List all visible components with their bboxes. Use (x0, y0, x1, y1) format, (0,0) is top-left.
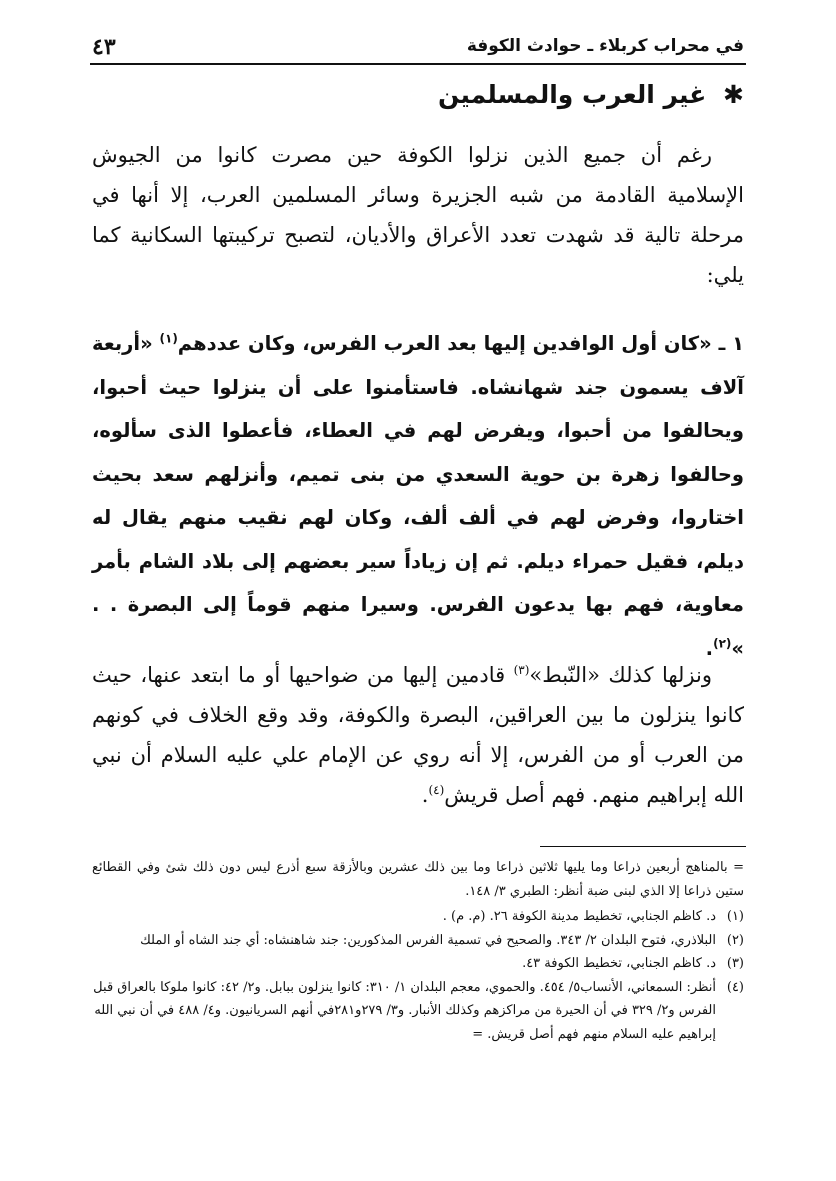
footnote-text: أنظر: السمعاني، الأنساب٥/ ٤٥٤. والحموي، معجم البلدان ١/ ٣١٠: كانوا ينزلون ببابل. و٢/ ٤٢: كانوا ملوكا بالعراق قبل الفرس و٢/ ٣٢٩ في أن الحيرة من مراكزهم وكذلك الأنبار. و٣/ ٢٧٩و٢٨١في أنهم السريانيون. و٤/ ٤٨٨ في أن نبي الله إبراهيم عليه السلام منهم فهم أصل قريش. = (93, 979, 716, 1042)
section-title: غير العرب والمسلمين (437, 80, 707, 109)
footnote-4 (92, 976, 744, 1047)
footnote-ref-2[interactable]: (٢) (713, 636, 732, 650)
nabat-paragraph (92, 655, 744, 815)
quote-end: . (705, 636, 714, 660)
footnote-ref-3[interactable]: (٣) (513, 663, 530, 677)
footnote-text: البلاذري، فتوح البلدان ٢/ ٣٤٣. والصحيح في تسمية الفرس المذكورين: جند شاهنشاه: أي جند الشاه أو الملك (140, 932, 716, 948)
nabat-block (92, 655, 744, 815)
footnote-2 (92, 929, 744, 953)
footnote-number: (٣) (726, 956, 744, 971)
page-number: ٤٣ (92, 34, 116, 60)
section-heading (92, 80, 744, 122)
footnote-text: د. كاظم الجنابي، تخطيط مدينة الكوفة ٢٦. (م. م) . (442, 909, 716, 924)
quote-lead: ١ ـ «كان أول الوافدين إليها بعد العرب الفرس، وكان عددهم (177, 332, 744, 355)
footnote-ref-1[interactable]: (١) (159, 331, 178, 346)
quote-paragraph (92, 322, 744, 670)
running-title: في محراب كربلاء ـ حوادث الكوفة (466, 36, 744, 56)
footnote-number: (١) (726, 909, 744, 924)
nabat-middle: قادمين إليها من ضواحيها أو ما ابتعد عنها، حيث كانوا ينزلون ما بين العراقين، البصرة والكوفة، وقد وقع الخلاف في كونهم من العرب أو من الفرس، إلا أنه روي عن الإمام علي عليه السلام أن نبي الله إبراهيم منهم. فهم أصل قريش (92, 663, 744, 807)
footnote-number: (٢) (726, 932, 744, 948)
footnote-3 (92, 952, 744, 976)
footnote-rule (540, 846, 746, 847)
nabat-start: ونزلها كذلك «النّبط» (529, 663, 712, 687)
nabat-end: . (421, 783, 429, 807)
footnote-continuation: = بالمناهج أربعين ذراعا وما يليها ثلاثين ذراعا وما بين ذلك عشرين وبالأزقة سبع أذرع ليس دون ذلك شئ وفي القطائع ستين ذراعا إلا الذي لبنى ضبة أنظر: الطبري ٣/ ١٤٨. (92, 860, 744, 899)
footnote-ref-4[interactable]: (٤) (428, 783, 445, 797)
intro-paragraph: رغم أن جميع الذين نزلوا الكوفة حين مصرت كانوا من الجيوش الإسلامية القادمة من شبه الجزيرة وسائر المسلمين العرب، إلا أنها في مرحلة تالية قد شهدت تعدد الأعراق والأديان، لتصبح تركيبتها السكانية كما يلي: (92, 143, 744, 287)
footnote-text: د. كاظم الجنابي، تخطيط الكوفة ٤٣. (522, 956, 716, 971)
footnote-1 (92, 905, 744, 929)
header-rule (90, 63, 746, 65)
page-header (92, 34, 744, 64)
quote-block (92, 322, 744, 670)
footnotes (92, 856, 744, 1046)
intro-block (92, 135, 744, 295)
footnote-number: (٤) (726, 979, 744, 995)
quote-body: «أربعة آلاف يسمون جند شهانشاه. فاستأمنوا على أن ينزلوا حيث أحبوا، ويحالفوا من أحبوا، ويفرض لهم في العطاء، فأعطوا الذى سألوه، وحالفوا زهرة بن حوية السعدي من بنى تميم، وأنزلهم سعد بحيث اختاروا، وفرض لهم في ألف ألف، وكان لهم نقيب منهم يقال له ديلم، فقيل حمراء ديلم. ثم إن زياداً سير بعضهم إلى بلاد الشام بأمر معاوية، فهم بها يدعون الفرس. وسيرا منهم قوماً إلى البصرة . . » (92, 332, 744, 660)
asterisk-icon: ✱ (723, 80, 744, 109)
